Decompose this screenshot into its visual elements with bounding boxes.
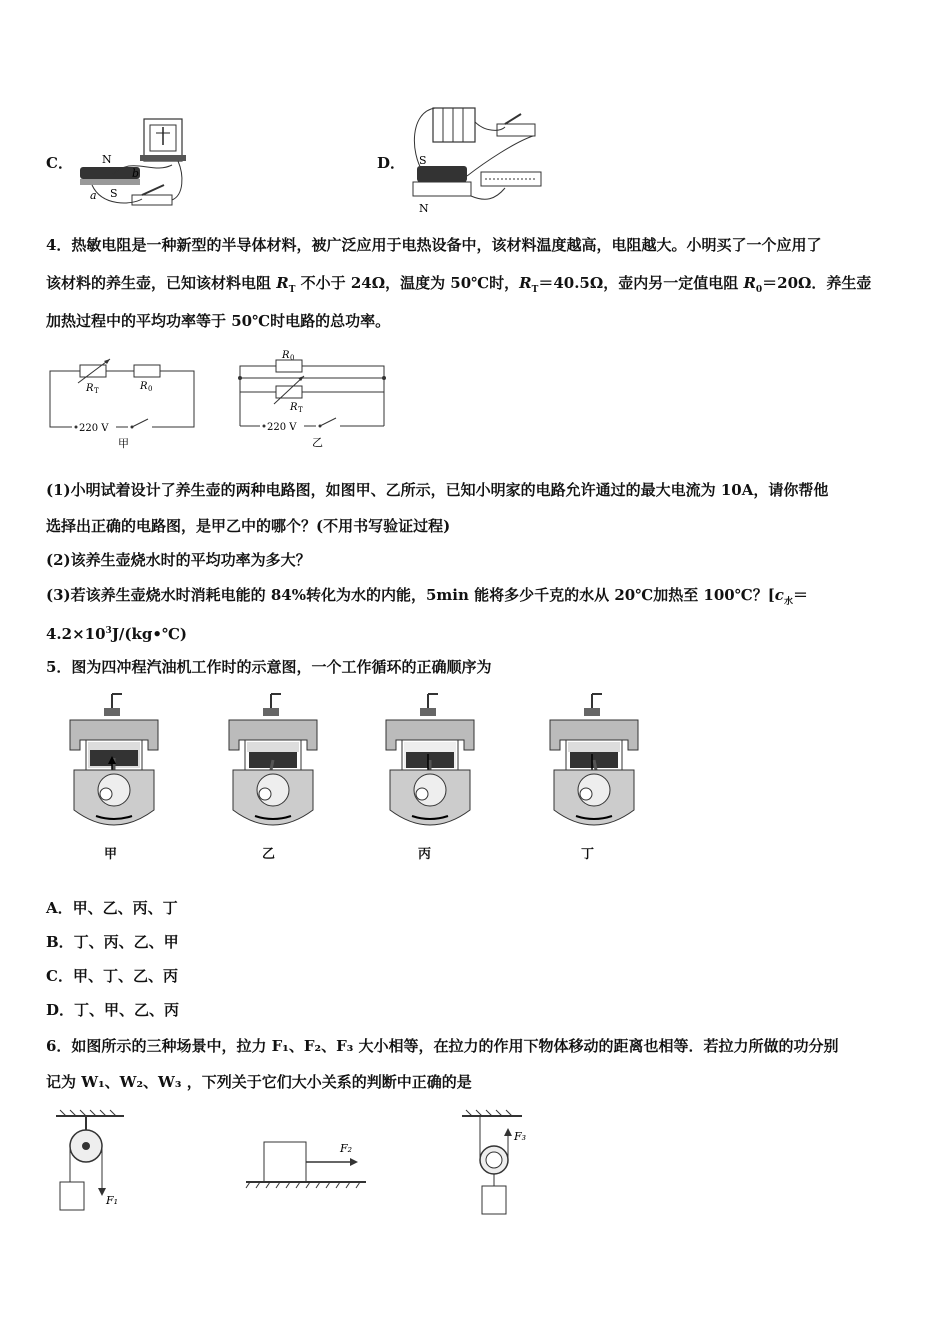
q6-stem-line1: 6．如图所示的三种场景中，拉力 F₁、F₂、F₃ 大小相等，在拉力的作用下物体移动的距离也相等．若拉力所做的功分别 bbox=[46, 1037, 839, 1055]
q5-option-d[interactable]: D．丁、甲、乙、丙 bbox=[46, 1001, 180, 1019]
svg-text:T: T bbox=[298, 406, 303, 414]
yi-voltage-label: 220 V bbox=[267, 422, 297, 433]
q5-option-a[interactable]: A．甲、乙、丙、丁 bbox=[46, 899, 178, 917]
force-f1-label: F₁ bbox=[106, 1194, 119, 1207]
engine-caption-yi: 乙 bbox=[262, 847, 276, 862]
c-wire-b-label: b bbox=[132, 167, 140, 180]
q5-stem: 5．图为四冲程汽油机工作时的示意图，一个工作循环的正确顺序为 bbox=[46, 658, 492, 676]
q4-sub1-line2: 选择出正确的电路图，是甲乙中的哪个？(不用书写验证过程) bbox=[46, 517, 451, 535]
jia-r0-label: R bbox=[140, 381, 148, 392]
q5-option-b[interactable]: B．丁、丙、乙、甲 bbox=[46, 933, 179, 951]
svg-text:0: 0 bbox=[148, 385, 153, 393]
d-magnet-n-label: N bbox=[419, 202, 429, 215]
engine-figure-ding bbox=[546, 690, 642, 835]
q6-stem-line2: 记为 W₁、W₂、W₃ ，下列关于它们大小关系的判断中正确的是 bbox=[46, 1073, 472, 1091]
engine-figure-jia bbox=[66, 690, 162, 835]
scene-fixed-pulley bbox=[52, 1110, 132, 1215]
svg-text:T: T bbox=[94, 387, 99, 395]
q4-stem-line3: 加热过程中的平均功率等于 50℃时电路的总功率。 bbox=[46, 312, 391, 330]
scene-movable-pulley bbox=[458, 1110, 538, 1222]
jia-caption: 甲 bbox=[118, 437, 129, 450]
q5-option-c[interactable]: C．甲、丁、乙、丙 bbox=[46, 967, 178, 985]
option-d-figure bbox=[405, 102, 555, 217]
circuit-yi bbox=[236, 348, 388, 450]
c-wire-a-label: a bbox=[90, 189, 97, 202]
q4-sub1-line1: (1)小明试着设计了养生壶的两种电路图，如图甲、乙所示，已知小明家的电路允许通过的最大电流为 10A，请你帮他 bbox=[46, 481, 829, 499]
option-c-label[interactable]: C． bbox=[46, 154, 73, 172]
q4-sub2: (2)该养生壶烧水时的平均功率为多大？ bbox=[46, 551, 311, 569]
force-f2-label: F₂ bbox=[340, 1142, 353, 1155]
option-c-figure bbox=[72, 115, 192, 215]
scene-horizontal-pull bbox=[244, 1134, 372, 1194]
q4-stem-line2: 该材料的养生壶，已知该材料电阻 $R_T$ 不小于 24Ω，温度为 50℃时，$R_T=40.5\Omega$，壶内另一定值电阻 $R_0=20\Omega$．养生壶 bbox=[46, 274, 872, 295]
force-f3-label: F₃ bbox=[514, 1130, 527, 1143]
yi-caption: 乙 bbox=[312, 436, 323, 449]
engine-caption-jia: 甲 bbox=[104, 847, 118, 862]
c-magnet-s-label: S bbox=[110, 187, 118, 200]
engine-caption-bing: 丙 bbox=[418, 847, 432, 862]
d-magnet-s-label: S bbox=[419, 154, 427, 167]
engine-caption-ding: 丁 bbox=[581, 847, 595, 862]
option-d-label[interactable]: D． bbox=[377, 154, 406, 172]
yi-rt-label: R bbox=[290, 402, 298, 413]
q4-sub3-line2: $4.2\times 10^3J/(kg•℃)$ bbox=[46, 625, 188, 643]
c-magnet-n-label: N bbox=[102, 153, 112, 166]
yi-r0-label: R bbox=[282, 350, 290, 361]
jia-rt-label: R bbox=[86, 383, 94, 394]
circuit-jia bbox=[48, 355, 198, 450]
engine-figure-yi bbox=[225, 690, 321, 835]
q4-stem-line1: 4．热敏电阻是一种新型的半导体材料，被广泛应用于电热设备中，该材料温度越高，电阻越大。小明买了一个应用了 bbox=[46, 236, 822, 254]
svg-text:0: 0 bbox=[290, 354, 295, 362]
q4-sub3-line1: (3)若该养生壶烧水时消耗电能的 84%转化为水的内能，5min 能将多少千克的水从 20℃加热至 100℃？[$c_水=$ bbox=[46, 586, 808, 607]
jia-voltage-label: 220 V bbox=[79, 423, 109, 434]
engine-figure-bing bbox=[382, 690, 478, 835]
